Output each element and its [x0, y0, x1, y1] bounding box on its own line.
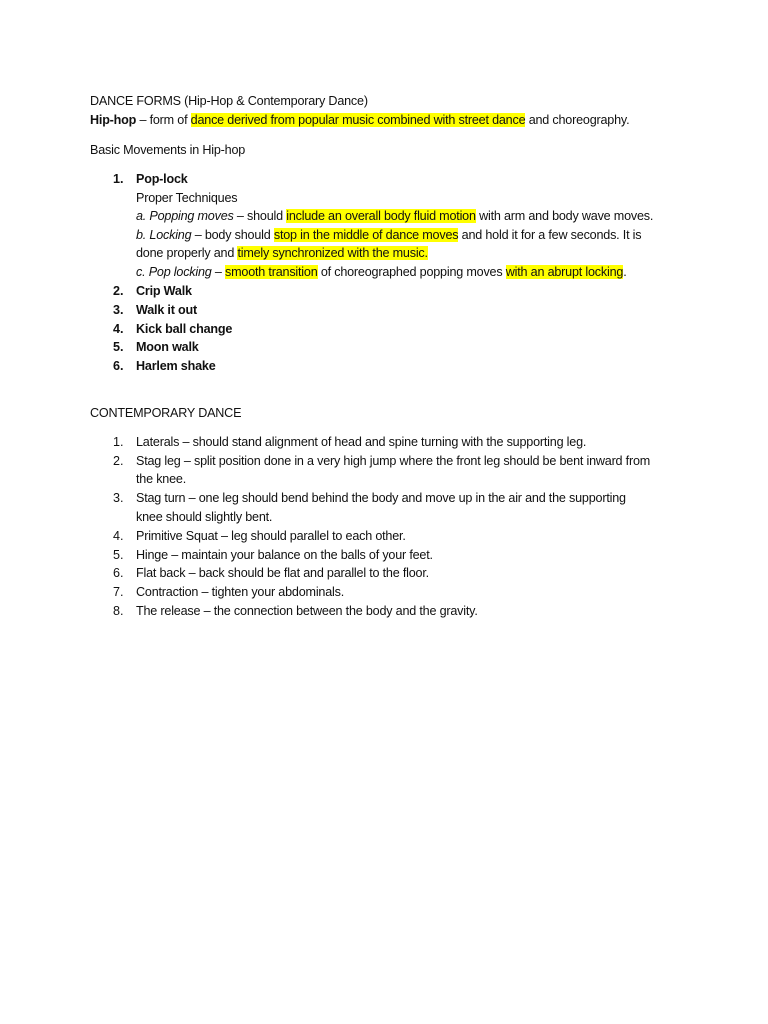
definition-highlight: dance derived from popular music combined with street dance: [190, 113, 526, 127]
pop-locking-text-2: of choreographed popping moves: [317, 265, 506, 279]
locking-line-2: [136, 245, 428, 262]
list-item-pop-lock: Pop-lock: [136, 172, 188, 186]
list-number: 1.: [113, 172, 124, 186]
list-number: 6.: [113, 566, 124, 580]
list-number: 7.: [113, 585, 124, 599]
list-number: 4.: [113, 529, 124, 543]
hiphop-definition: [90, 112, 629, 129]
list-item-stag-leg-cont: the knee.: [136, 472, 187, 486]
popping-highlight: include an overall body fluid motion: [286, 209, 476, 223]
list-item-flat-back: Flat back – back should be flat and parallel to the floor.: [136, 566, 429, 580]
list-number: 3.: [113, 491, 124, 505]
definition-dash: – form of: [136, 113, 191, 127]
list-number: 1.: [113, 435, 124, 449]
contemporary-heading: CONTEMPORARY DANCE: [90, 406, 242, 420]
locking-label: b. Locking: [136, 228, 192, 242]
locking-highlight-1: stop in the middle of dance moves: [273, 228, 459, 242]
popping-text-1: – should: [233, 209, 287, 223]
list-number: 6.: [113, 359, 124, 373]
list-item-primitive-squat: Primitive Squat – leg should parallel to each other.: [136, 529, 406, 543]
basic-movements-heading: Basic Movements in Hip-hop: [90, 143, 246, 157]
pop-locking-highlight-2: with an abrupt locking: [505, 265, 624, 279]
definition-term: Hip-hop: [90, 113, 137, 127]
locking-highlight-2: timely synchronized with the music.: [237, 246, 428, 260]
pop-locking-text-1: –: [211, 265, 226, 279]
pop-locking-text-3: .: [623, 265, 627, 279]
list-item-contraction: Contraction – tighten your abdominals.: [136, 585, 345, 599]
definition-tail: and choreography.: [525, 113, 630, 127]
list-item-harlem-shake: Harlem shake: [136, 359, 216, 373]
popping-text-2: with arm and body wave moves.: [475, 209, 654, 223]
list-number: 4.: [113, 322, 124, 336]
list-item-laterals: Laterals – should stand alignment of head and spine turning with the supporting leg.: [136, 435, 587, 449]
list-number: 2.: [113, 284, 124, 298]
page-title: DANCE FORMS (Hip-Hop & Contemporary Dance): [90, 94, 368, 108]
locking-text-1: – body should: [191, 228, 274, 242]
locking-text-3: done properly and: [136, 246, 238, 260]
list-item-crip-walk: Crip Walk: [136, 284, 192, 298]
pop-locking-label: c. Pop locking: [136, 265, 212, 279]
popping-moves-line: [136, 208, 653, 225]
locking-text-2: and hold it for a few seconds. It is: [458, 228, 642, 242]
list-number: 8.: [113, 604, 124, 618]
list-item-stag-leg: Stag leg – split position done in a very high jump where the front leg should be bent inward from: [136, 454, 651, 468]
proper-techniques-label: Proper Techniques: [136, 191, 238, 205]
list-number: 5.: [113, 548, 124, 562]
list-item-kick-ball-change: Kick ball change: [136, 322, 233, 336]
list-item-hinge: Hinge – maintain your balance on the balls of your feet.: [136, 548, 433, 562]
pop-locking-highlight-1: smooth transition: [225, 265, 318, 279]
list-item-moon-walk: Moon walk: [136, 340, 199, 354]
list-item-stag-turn-cont: knee should slightly bent.: [136, 510, 273, 524]
list-item-walk-it-out: Walk it out: [136, 303, 197, 317]
popping-label: a. Popping moves: [136, 209, 234, 223]
list-number: 2.: [113, 454, 124, 468]
list-item-stag-turn: Stag turn – one leg should bend behind the body and move up in the air and the supporting: [136, 491, 626, 505]
list-number: 3.: [113, 303, 124, 317]
pop-locking-line: [136, 264, 627, 281]
list-item-the-release: The release – the connection between the body and the gravity.: [136, 604, 478, 618]
list-number: 5.: [113, 340, 124, 354]
locking-line-1: [136, 227, 641, 244]
